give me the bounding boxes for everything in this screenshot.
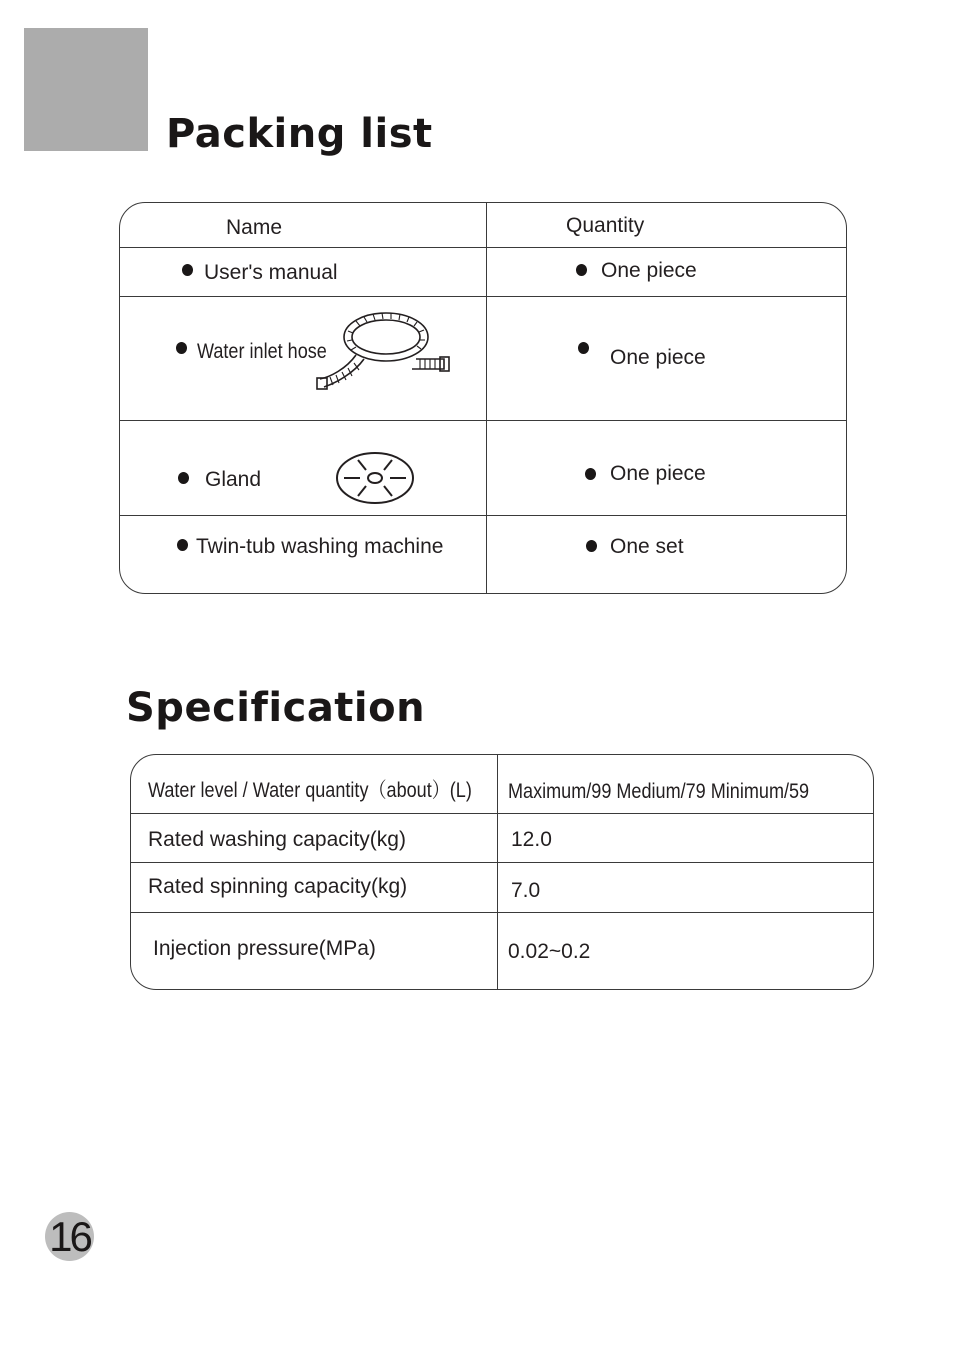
spec-value: 0.02~0.2 [508, 940, 591, 963]
bullet-icon [576, 264, 587, 276]
spec-value: 7.0 [511, 879, 541, 902]
spec-label: Injection pressure(MPa) [153, 937, 376, 960]
item-name: User's manual [204, 261, 338, 284]
specification-table [130, 754, 874, 990]
item-name: Twin-tub washing machine [196, 535, 444, 558]
row-divider [131, 813, 873, 814]
item-quantity: One piece [601, 259, 697, 282]
bullet-icon [178, 472, 189, 484]
row-divider [120, 515, 846, 516]
row-divider [131, 862, 873, 863]
packing-list-table [119, 202, 847, 594]
row-divider [120, 296, 846, 297]
item-quantity: One piece [610, 346, 706, 369]
spec-label: Rated spinning capacity(kg) [148, 875, 408, 898]
bullet-icon [176, 342, 187, 354]
bullet-icon [585, 468, 596, 480]
gland-icon [334, 450, 416, 506]
specification-title: Specification [126, 685, 426, 731]
item-name: Water inlet hose [197, 340, 327, 363]
item-quantity: One piece [610, 462, 706, 485]
header-name: Name [226, 216, 283, 239]
row-divider [120, 420, 846, 421]
row-divider [120, 247, 846, 248]
spec-value: 12.0 [511, 828, 552, 851]
bullet-icon [177, 539, 188, 551]
packing-list-title: Packing list [166, 111, 433, 157]
page-number: 16 [49, 1212, 90, 1260]
water-inlet-hose-icon [316, 307, 452, 393]
corner-block [24, 28, 148, 151]
spec-label: Water level / Water quantity（about）(L) [148, 779, 472, 802]
bullet-icon [578, 342, 589, 354]
column-divider [497, 755, 498, 989]
spec-label: Rated washing capacity(kg) [148, 828, 406, 851]
column-divider [486, 203, 487, 593]
item-name: Gland [205, 468, 262, 491]
item-quantity: One set [610, 535, 684, 558]
page-number-badge [45, 1212, 94, 1261]
header-quantity: Quantity [566, 214, 645, 237]
bullet-icon [182, 264, 193, 276]
bullet-icon [586, 540, 597, 552]
row-divider [131, 912, 873, 913]
spec-value: Maximum/99 Medium/79 Minimum/59 [508, 780, 810, 803]
